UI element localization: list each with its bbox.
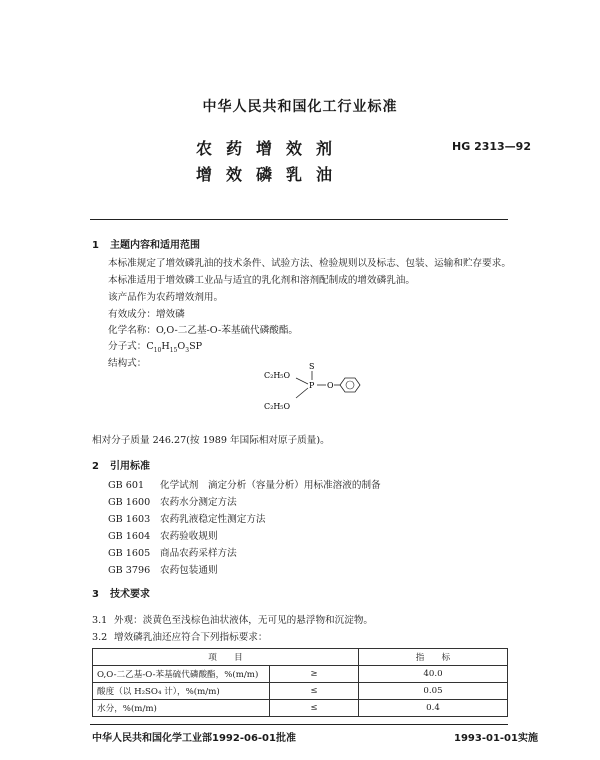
section-1-line-2: 本标准适用于增效磷工业品与适宜的乳化剂和溶剂配制成的增效磷乳油。	[108, 275, 415, 286]
reference-item	[108, 494, 237, 508]
table-row	[93, 700, 508, 717]
reference-item	[108, 477, 381, 491]
table-cell-item: O,O-二乙基-O-苯基硫代磷酸酯，%(m/m)	[93, 666, 270, 683]
table-header-row	[93, 649, 508, 666]
formula-o-sub: 3	[185, 346, 190, 354]
section-1-number: 1	[92, 240, 99, 251]
table-cell-value: 40.0	[359, 666, 508, 683]
table-row	[93, 666, 508, 683]
specification-table	[92, 648, 508, 717]
ethoxy-top-label: C₂H₅O	[264, 371, 291, 380]
reference-code: GB 1600	[108, 497, 151, 508]
benzene-ring	[340, 378, 360, 392]
table-cell-value: 0.05	[359, 683, 508, 700]
clause-3-2-number: 3.2	[92, 632, 108, 643]
table-header-item: 项 目	[93, 649, 359, 666]
section-2-heading	[92, 457, 150, 472]
formula-h: H	[161, 341, 170, 352]
table-row	[93, 683, 508, 700]
formula-h-sub: 15	[169, 346, 178, 354]
reference-code: GB 1603	[108, 514, 151, 525]
section-3-number: 3	[92, 589, 99, 600]
formula-c-sub: 10	[153, 346, 162, 354]
reference-code: GB 601	[108, 480, 145, 491]
section-2-number: 2	[92, 461, 99, 472]
formula-o: O	[177, 341, 186, 352]
structural-formula	[260, 358, 380, 418]
clause-3-2-text: 增效磷乳油还应符合下列指标要求：	[114, 632, 268, 643]
reference-title: 农药包装通则	[160, 565, 218, 576]
clause-3-1-number: 3.1	[92, 615, 108, 626]
reference-title: 农药乳液稳定性测定方法	[160, 514, 266, 525]
table-cell-operator: ≤	[270, 700, 359, 717]
section-1-line-3: 该产品作为农药增效剂用。	[108, 292, 224, 303]
benzene-ring-inner	[346, 381, 354, 389]
reference-code: GB 1604	[108, 531, 151, 542]
section-1-heading	[92, 236, 200, 251]
clause-3-1-text: 外观：淡黄色至浅棕色油状液体，无可见的悬浮物和沉淀物。	[114, 615, 374, 626]
phosphorus-label: P	[309, 381, 315, 390]
reference-title: 商品农药采样方法	[160, 548, 237, 559]
reference-item	[108, 511, 266, 525]
section-2-title: 引用标准	[110, 461, 150, 472]
footer-divider	[90, 724, 508, 725]
formula-sp: SP	[189, 341, 203, 352]
table-cell-operator: ≥	[270, 666, 359, 683]
p-o-bond-top	[296, 378, 308, 384]
reference-title: 农药验收规则	[160, 531, 218, 542]
table-cell-value: 0.4	[359, 700, 508, 717]
section-3-title: 技术要求	[110, 589, 150, 600]
sulfur-label: S	[309, 362, 315, 371]
clause-3-1	[92, 612, 373, 626]
approval-note: 中华人民共和国化学工业部1992-06-01批准	[92, 733, 296, 744]
title-line-2: 增效磷乳油	[196, 165, 347, 184]
reference-code: GB 1605	[108, 548, 151, 559]
reference-item	[108, 545, 237, 559]
formula-label: 分子式：	[108, 341, 147, 352]
reference-item	[108, 528, 218, 542]
table-cell-item: 酸度（以 H₂SO₄ 计），%(m/m)	[93, 683, 270, 700]
section-1-line-4: 有效成分：增效磷	[108, 309, 185, 320]
formula-c: C	[146, 341, 154, 352]
section-1-line-1: 本标准规定了增效磷乳油的技术条件、试验方法、检验规则以及标志、包装、运输和贮存要求。	[108, 258, 511, 269]
table-cell-operator: ≤	[270, 683, 359, 700]
reference-code: GB 3796	[108, 565, 151, 576]
reference-title: 化学试剂 滴定分析（容量分析）用标准溶液的制备	[160, 480, 381, 491]
structure-label: 结构式：	[108, 358, 147, 369]
p-o-bond-bottom	[296, 388, 308, 398]
section-3-heading	[92, 585, 150, 600]
implementation-date: 1993-01-01实施	[454, 733, 538, 744]
reference-item	[108, 562, 218, 576]
title-line-1: 农药增效剂	[196, 139, 347, 158]
ethoxy-bottom-label: C₂H₅O	[264, 402, 291, 411]
table-cell-item: 水分，%(m/m)	[93, 700, 270, 717]
section-1-line-5: 化学名称：O,O-二乙基-O-苯基硫代磷酸酯。	[108, 325, 299, 336]
oxygen-label: O	[327, 381, 334, 390]
section-1-title: 主题内容和适用范围	[110, 240, 200, 251]
issuing-agency: 中华人民共和国化工行业标准	[202, 99, 398, 115]
reference-title: 农药水分测定方法	[160, 497, 237, 508]
header-divider	[90, 219, 508, 220]
table-header-index: 指 标	[359, 649, 508, 666]
molecular-mass-note: 相对分子质量 246.27(按 1989 年国际相对原子质量)。	[92, 435, 330, 446]
standard-code: HG 2313—92	[452, 140, 531, 153]
clause-3-2	[92, 629, 268, 643]
molecular-formula	[108, 338, 202, 354]
